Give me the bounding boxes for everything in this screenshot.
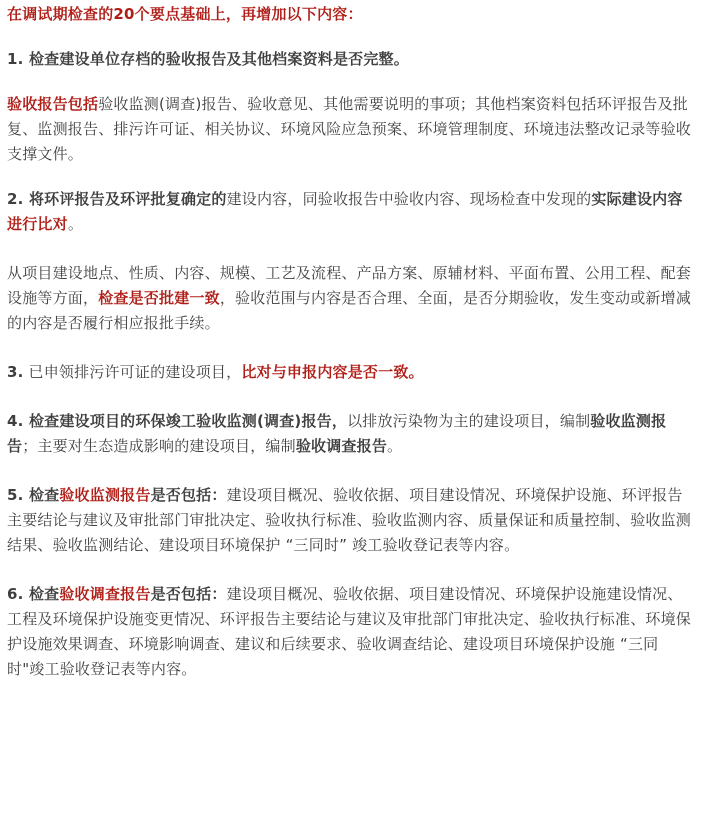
item-6-lead: 6. 检查	[7, 585, 60, 603]
item-6-highlight: 验收调查报告	[59, 585, 151, 603]
item-4-mid-2: ；主要对生态造成影响的建设项目，编制	[22, 437, 296, 455]
item-2-body-highlight: 检查是否批建一致	[98, 289, 220, 307]
item-4-bold-2: 验收监测报告	[7, 412, 667, 455]
item-1-body	[7, 92, 692, 167]
item-2-body-start: 从项目建设地点、性质、内容、规模、工艺及流程、产品方案、原辅材料、平面布置、公用工程、配套设施等方面，	[7, 264, 692, 307]
item-5-bold: 是否包括：	[150, 486, 227, 504]
item-4-lead: 4. 检查建设项目的环保竣工验收监测(调查)报告，	[7, 412, 348, 430]
item-1-highlight: 验收报告包括	[7, 95, 99, 113]
intro-heading: 在调试期检查的20个要点基础上，再增加以下内容：	[7, 5, 363, 23]
item-1-title: 1. 检查建设单位存档的验收报告及其他档案资料是否完整。	[7, 50, 409, 68]
item-4-end: 。	[387, 437, 403, 455]
item-2-tail-red: 进行比对	[7, 215, 68, 233]
item-2-body	[7, 261, 692, 336]
item-6-body: 建设项目概况、验收依据、项目建设情况、环境保护设施建设情况、工程及环境保护设施变更情况、环评报告主要结论与建议及审批部门审批决定、验收执行标准、环境保护设施效果调查、环境影响调查、建议和后续要求、验收调查结论、建设项目环境保护设施 “三同时"竣工验收登记表等内容。	[7, 585, 692, 678]
item-3-highlight: 比对与申报内容是否一致。	[241, 363, 424, 381]
item-6-bold: 是否包括：	[150, 585, 227, 603]
item-2-tail-bold: 实际建设内容	[591, 190, 683, 208]
item-2-mid: 建设内容，同验收报告中验收内容、现场检查中发现的	[226, 190, 592, 208]
item-2-lead: 2. 将环评报告及环评批复确定的	[7, 190, 227, 208]
item-2-body-end: ，验收范围与内容是否合理、全面，是否分期验收，发生变动或新增减的内容是否履行相应报批手续。	[7, 289, 692, 332]
item-5-body: 建设项目概况、验收依据、项目建设情况、环境保护设施、环评报告主要结论与建议及审批部门审批决定、验收执行标准、验收监测内容、质量保证和质量控制、验收监测结果、验收监测结论、建设项目环境保护 “三同时” 竣工验收登记表等内容。	[7, 486, 692, 554]
item-3	[7, 360, 692, 385]
item-2-tail-end: 。	[67, 215, 84, 233]
item-4	[7, 409, 692, 459]
item-3-text: 已申领排污许可证的建设项目，	[23, 363, 242, 381]
item-5-lead: 5. 检查	[7, 486, 60, 504]
item-1-text: 验收监测(调查)报告、验收意见、其他需要说明的事项；其他档案资料包括环评报告及批复、监测报告、排污许可证、相关协议、环境风险应急预案、环境管理制度、环境违法整改记录等验收支撑文件。	[7, 95, 692, 163]
item-2-title	[7, 187, 692, 237]
item-5	[7, 483, 692, 558]
item-4-mid: 以排放污染物为主的建设项目，编制	[347, 412, 591, 430]
item-6	[7, 582, 692, 682]
item-5-highlight: 验收监测报告	[59, 486, 151, 504]
item-4-bold-3: 验收调查报告	[295, 437, 388, 455]
item-3-number: 3.	[7, 363, 24, 381]
